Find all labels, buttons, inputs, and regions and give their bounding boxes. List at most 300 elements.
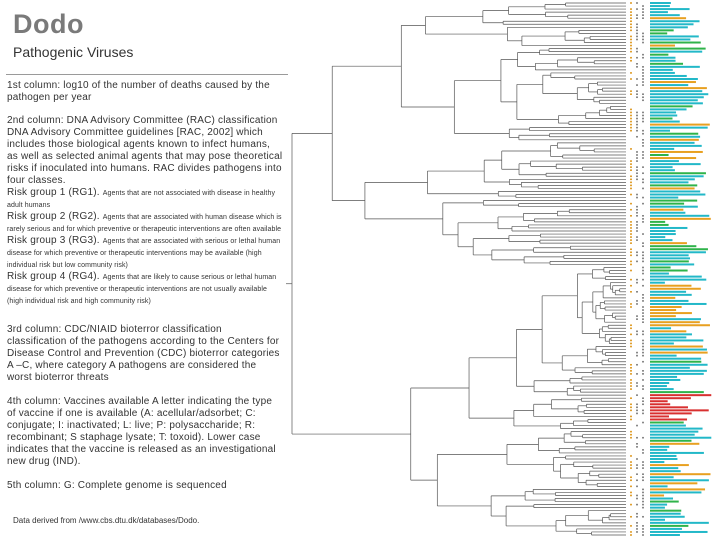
leaf-label bbox=[650, 45, 675, 47]
leaf-annotation-mark bbox=[630, 495, 632, 497]
leaf-annotation-mark bbox=[630, 410, 632, 412]
leaf-label bbox=[650, 48, 706, 50]
leaf-annotation-mark bbox=[630, 248, 632, 250]
leaf-annotation-mark bbox=[630, 115, 632, 117]
leaf-label bbox=[650, 498, 673, 500]
leaf-label bbox=[650, 321, 700, 323]
risk-group-4 bbox=[7, 271, 283, 307]
leaf-annotation-mark bbox=[630, 455, 632, 457]
leaf-label bbox=[650, 254, 689, 256]
leaf-annotation-mark bbox=[630, 194, 632, 196]
leaf-annotation-mark bbox=[636, 458, 638, 460]
leaf-annotation-mark bbox=[636, 30, 638, 32]
leaf-annotation-mark bbox=[636, 227, 638, 229]
leaf-annotation-mark bbox=[630, 78, 632, 80]
leaf-annotation-mark bbox=[642, 476, 644, 478]
leaf-label bbox=[650, 206, 698, 208]
leaf-annotation-mark bbox=[630, 285, 632, 287]
leaf-label bbox=[650, 102, 703, 104]
leaf-annotation-mark bbox=[642, 179, 644, 181]
leaf-label bbox=[650, 124, 710, 126]
leaf-annotation-mark bbox=[642, 403, 644, 405]
leaf-label bbox=[650, 169, 675, 171]
leaf-annotation-mark bbox=[630, 373, 632, 375]
leaf-annotation-mark bbox=[630, 525, 632, 527]
source-note: Data derived from /www.cbs.dtu.dk/databases/Dodo. bbox=[13, 516, 200, 525]
leaf-annotation-mark bbox=[636, 63, 638, 65]
risk-group-1-name: Risk group 1 (RG1). bbox=[7, 187, 100, 198]
leaf-label bbox=[650, 485, 668, 487]
leaf-annotation-mark bbox=[642, 121, 644, 123]
leaf-annotation-mark bbox=[642, 294, 644, 296]
leaf-label bbox=[650, 133, 698, 135]
leaf-annotation-mark bbox=[630, 264, 632, 266]
leaf-label bbox=[650, 434, 695, 436]
leaf-label bbox=[650, 412, 692, 414]
leaf-label bbox=[650, 382, 669, 384]
phylogenetic-tree bbox=[286, 0, 626, 540]
leaf-annotation-mark bbox=[642, 57, 644, 59]
leaf-label bbox=[650, 388, 674, 390]
leaf-label bbox=[650, 11, 668, 13]
leaf-label bbox=[650, 114, 677, 116]
leaf-annotation-mark bbox=[630, 504, 632, 506]
leaf-label bbox=[650, 23, 694, 25]
leaf-label bbox=[650, 218, 711, 220]
leaf-annotation-mark bbox=[642, 534, 644, 536]
leaf-annotation-mark bbox=[636, 403, 638, 405]
leaf-label bbox=[650, 197, 678, 199]
leaf-annotation-mark bbox=[630, 461, 632, 463]
leaf-annotation-mark bbox=[636, 33, 638, 35]
leaf-label bbox=[650, 406, 688, 408]
leaf-annotation-mark bbox=[630, 215, 632, 217]
leaf-annotation-mark bbox=[642, 154, 644, 156]
leaf-annotation-mark bbox=[642, 489, 644, 491]
leaf-label bbox=[650, 203, 684, 205]
leaf-label bbox=[650, 139, 699, 141]
leaf-annotation-mark bbox=[636, 239, 638, 241]
leaf-annotation-mark bbox=[636, 197, 638, 199]
leaf-annotation-mark bbox=[630, 419, 632, 421]
leaf-annotation-mark bbox=[642, 507, 644, 509]
column4-description: 4th column: Vaccines available A letter indicating the type of vaccine if one is available (A: acellular/adsorbet; C: conjugate; I: inactivated; L: live; P: polysaccharide; R: recombinant; S staphage lysate; T: toxoid). Lower case indicates that the vaccine is released as an investigational new drug (IND). bbox=[7, 396, 276, 467]
leaf-label bbox=[650, 212, 685, 214]
leaf-annotation-mark bbox=[642, 197, 644, 199]
leaf-annotation-mark bbox=[642, 267, 644, 269]
leaf-annotation-mark bbox=[636, 39, 638, 41]
leaf-annotation-mark bbox=[630, 30, 632, 32]
leaf-label bbox=[650, 440, 691, 442]
leaf-label bbox=[650, 318, 701, 320]
leaf-label bbox=[650, 516, 685, 518]
leaf-label bbox=[650, 282, 665, 284]
column2-heading: 2nd column: DNA Advisory Committee (RAC) classification bbox=[7, 115, 278, 126]
leaf-annotation-mark bbox=[642, 258, 644, 260]
leaf-label bbox=[650, 306, 682, 308]
leaf-annotation-mark bbox=[642, 142, 644, 144]
leaf-annotation-mark bbox=[642, 39, 644, 41]
leaf-annotation-mark bbox=[636, 230, 638, 232]
leaf-annotation-mark bbox=[636, 464, 638, 466]
leaf-label bbox=[650, 78, 698, 80]
leaf-annotation-mark bbox=[630, 42, 632, 44]
leaf-annotation-mark bbox=[636, 96, 638, 98]
leaf-annotation-mark bbox=[642, 157, 644, 159]
leaf-annotation-mark bbox=[642, 242, 644, 244]
leaf-label bbox=[650, 501, 679, 503]
leaf-label bbox=[650, 452, 704, 454]
leaf-annotation-mark bbox=[630, 93, 632, 95]
leaf-label bbox=[650, 488, 705, 490]
column2-text: DNA Advisory Committee guidelines [RAC, 2002] which includes those biological agents known to infect humans, as well as selected animal agents that may pose theoretical risks if inoculated into humans. RAC divides pathogens into four classes. bbox=[7, 127, 283, 186]
leaf-annotation-mark bbox=[642, 66, 644, 68]
leaf-annotation-mark bbox=[642, 72, 644, 74]
leaf-annotation-mark bbox=[630, 464, 632, 466]
leaf-annotation-mark bbox=[630, 163, 632, 165]
leaf-label bbox=[650, 93, 708, 95]
leaf-label bbox=[650, 449, 667, 451]
leaf-annotation-mark bbox=[636, 407, 638, 409]
leaf-label bbox=[650, 522, 709, 524]
leaf-annotation-mark bbox=[636, 157, 638, 159]
leaf-annotation-mark bbox=[642, 531, 644, 533]
leaf-annotation-mark bbox=[642, 492, 644, 494]
leaf-label bbox=[650, 294, 692, 296]
leaf-annotation-mark bbox=[636, 209, 638, 211]
leaf-label bbox=[650, 63, 683, 65]
leaf-annotation-mark bbox=[630, 534, 632, 536]
leaf-annotation-mark bbox=[630, 388, 632, 390]
leaf-label bbox=[650, 251, 706, 253]
leaf-label bbox=[650, 266, 671, 268]
leaf-annotation-mark bbox=[642, 75, 644, 77]
leaf-annotation-mark bbox=[636, 364, 638, 366]
leaf-annotation-mark bbox=[630, 434, 632, 436]
leaf-annotation-mark bbox=[636, 124, 638, 126]
leaf-label bbox=[650, 352, 708, 354]
leaf-annotation-mark bbox=[636, 516, 638, 518]
leaf-annotation-mark bbox=[636, 300, 638, 302]
leaf-label bbox=[650, 233, 676, 235]
leaf-annotation-mark bbox=[642, 245, 644, 247]
leaf-annotation-mark bbox=[642, 11, 644, 13]
leaf-annotation-mark bbox=[630, 261, 632, 263]
leaf-annotation-mark bbox=[636, 334, 638, 336]
leaf-label bbox=[650, 54, 668, 56]
leaf-label bbox=[650, 373, 704, 375]
leaf-annotation-mark bbox=[630, 160, 632, 162]
leaf-label bbox=[650, 236, 665, 238]
leaf-annotation-mark bbox=[636, 394, 638, 396]
leaf-annotation-mark bbox=[642, 5, 644, 7]
leaf-label bbox=[650, 394, 711, 396]
leaf-annotation-mark bbox=[636, 525, 638, 527]
leaf-label bbox=[650, 151, 703, 153]
leaf-annotation-mark bbox=[636, 169, 638, 171]
leaf-label bbox=[650, 160, 679, 162]
leaf-annotation-mark bbox=[630, 492, 632, 494]
leaf-label bbox=[650, 519, 665, 521]
leaf-annotation-mark bbox=[636, 251, 638, 253]
leaf-label bbox=[650, 385, 667, 387]
leaf-label bbox=[650, 315, 676, 317]
leaf-annotation-mark bbox=[642, 182, 644, 184]
leaf-annotation-mark bbox=[630, 72, 632, 74]
leaf-annotation-mark bbox=[642, 251, 644, 253]
leaf-annotation-mark bbox=[642, 318, 644, 320]
leaf-label bbox=[650, 428, 703, 430]
leaf-annotation-mark bbox=[642, 361, 644, 363]
leaf-annotation-mark bbox=[636, 175, 638, 177]
leaf-label bbox=[650, 300, 688, 302]
leaf-label bbox=[650, 437, 711, 439]
column1-description: 1st column: log10 of the number of deaths caused by the pathogen per year bbox=[7, 80, 270, 103]
leaf-annotation-mark bbox=[636, 425, 638, 427]
leaf-annotation-mark bbox=[630, 251, 632, 253]
leaf-annotation-mark bbox=[642, 273, 644, 275]
leaf-annotation-mark bbox=[636, 206, 638, 208]
leaf-label bbox=[650, 99, 698, 101]
leaf-annotation-mark bbox=[630, 367, 632, 369]
leaf-annotation-mark bbox=[630, 476, 632, 478]
leaf-label bbox=[650, 425, 686, 427]
leaf-label bbox=[650, 291, 686, 293]
leaf-annotation-mark bbox=[630, 255, 632, 257]
leaf-annotation-mark bbox=[642, 112, 644, 114]
leaf-label bbox=[650, 75, 687, 77]
leaf-annotation-mark bbox=[642, 99, 644, 101]
leaf-annotation-mark bbox=[630, 239, 632, 241]
leaf-label bbox=[650, 409, 709, 411]
risk-group-1-text: Agents that are not associated with disease in healthy adult humans bbox=[7, 190, 276, 209]
leaf-annotation-mark bbox=[642, 93, 644, 95]
leaf-annotation-mark bbox=[630, 233, 632, 235]
leaf-label bbox=[650, 422, 684, 424]
leaf-annotation-mark bbox=[642, 118, 644, 120]
leaf-label bbox=[650, 57, 675, 59]
column2-description bbox=[7, 115, 283, 307]
leaf-annotation-mark bbox=[630, 364, 632, 366]
leaf-annotation-mark bbox=[636, 282, 638, 284]
leaf-label bbox=[650, 418, 687, 420]
leaf-label bbox=[650, 215, 709, 217]
leaf-annotation-mark bbox=[642, 479, 644, 481]
leaf-annotation-mark bbox=[636, 528, 638, 530]
leaf-label bbox=[650, 534, 680, 536]
leaf-label bbox=[650, 148, 674, 150]
leaf-annotation-mark bbox=[630, 148, 632, 150]
leaf-annotation-mark bbox=[630, 531, 632, 533]
leaf-annotation-mark bbox=[642, 84, 644, 86]
leaf-annotation-mark bbox=[642, 33, 644, 35]
leaf-annotation-mark bbox=[642, 355, 644, 357]
leaf-label bbox=[650, 111, 676, 113]
leaf-label bbox=[650, 242, 687, 244]
leaf-annotation-columns bbox=[626, 0, 720, 540]
leaf-label bbox=[650, 525, 688, 527]
leaf-label bbox=[650, 60, 676, 62]
leaf-label bbox=[650, 491, 701, 493]
leaf-label bbox=[650, 479, 709, 481]
leaf-annotation-mark bbox=[630, 188, 632, 190]
leaf-label bbox=[650, 285, 691, 287]
leaf-annotation-mark bbox=[636, 495, 638, 497]
risk-group-3 bbox=[7, 235, 283, 271]
leaf-annotation-mark bbox=[642, 96, 644, 98]
leaf-label bbox=[650, 367, 690, 369]
leaf-annotation-mark bbox=[636, 261, 638, 263]
leaf-annotation-mark bbox=[642, 473, 644, 475]
leaf-label bbox=[650, 42, 701, 44]
leaf-label bbox=[650, 403, 670, 405]
leaf-label bbox=[650, 361, 701, 363]
page-title: Dodo bbox=[13, 9, 84, 39]
leaf-annotation-mark bbox=[642, 151, 644, 153]
leaf-annotation-mark bbox=[642, 166, 644, 168]
leaf-label bbox=[650, 81, 696, 83]
leaf-label bbox=[650, 136, 700, 138]
leaf-annotation-mark bbox=[630, 124, 632, 126]
leaf-label bbox=[650, 257, 690, 259]
leaf-annotation-mark bbox=[630, 467, 632, 469]
leaf-label bbox=[650, 72, 675, 74]
leaf-annotation-mark bbox=[630, 23, 632, 25]
leaf-annotation-mark bbox=[636, 154, 638, 156]
column3-description: 3rd column: CDC/NIAID bioterror classification classification of the pathogens according to the Centers for Disease Control and Prevention (CDC) bioterror categories A –C, where category A pathogens are considered the worst bioterror threats bbox=[7, 324, 280, 383]
title-divider bbox=[6, 74, 288, 75]
leaf-label bbox=[650, 461, 664, 463]
leaf-annotation-mark bbox=[630, 306, 632, 308]
leaf-annotation-mark bbox=[630, 227, 632, 229]
leaf-label bbox=[650, 336, 686, 338]
leaf-annotation-mark bbox=[636, 446, 638, 448]
leaf-label bbox=[650, 127, 708, 129]
leaf-label bbox=[650, 29, 674, 31]
leaf-label bbox=[650, 391, 704, 393]
column5-description: 5th column: G: Complete genome is sequenced bbox=[7, 480, 227, 491]
leaf-label bbox=[650, 84, 688, 86]
leaf-label bbox=[650, 397, 691, 399]
leaf-annotation-mark bbox=[630, 175, 632, 177]
leaf-annotation-mark bbox=[642, 36, 644, 38]
leaf-annotation-mark bbox=[642, 467, 644, 469]
leaf-annotation-mark bbox=[630, 340, 632, 342]
leaf-label bbox=[650, 467, 678, 469]
leaf-annotation-mark bbox=[642, 17, 644, 19]
leaf-annotation-mark bbox=[630, 166, 632, 168]
leaf-annotation-mark bbox=[636, 498, 638, 500]
leaf-annotation-mark bbox=[636, 303, 638, 305]
leaf-label bbox=[650, 35, 699, 37]
leaf-annotation-mark bbox=[642, 373, 644, 375]
leaf-annotation-mark bbox=[630, 185, 632, 187]
leaf-label bbox=[650, 2, 671, 4]
leaf-annotation-mark bbox=[636, 78, 638, 80]
leaf-label bbox=[650, 273, 669, 275]
leaf-annotation-mark bbox=[642, 255, 644, 257]
leaf-annotation-mark bbox=[636, 221, 638, 223]
leaf-annotation-mark bbox=[630, 2, 632, 4]
leaf-label bbox=[650, 96, 704, 98]
leaf-annotation-mark bbox=[636, 23, 638, 25]
leaf-annotation-mark bbox=[630, 370, 632, 372]
leaf-label bbox=[650, 510, 681, 512]
leaf-label bbox=[650, 245, 696, 247]
leaf-annotation-mark bbox=[630, 57, 632, 59]
leaf-annotation-mark bbox=[642, 385, 644, 387]
leaf-label bbox=[650, 513, 681, 515]
leaf-annotation-mark bbox=[642, 331, 644, 333]
leaf-label bbox=[650, 455, 676, 457]
leaf-annotation-mark bbox=[630, 130, 632, 132]
leaf-label bbox=[650, 17, 686, 19]
leaf-label bbox=[650, 263, 694, 265]
leaf-annotation-mark bbox=[636, 291, 638, 293]
leaf-annotation-mark bbox=[630, 203, 632, 205]
leaf-annotation-mark bbox=[630, 270, 632, 272]
leaf-annotation-mark bbox=[636, 27, 638, 29]
risk-group-3-text: Agents that are associated with serious or lethal human disease for which preventive or therapeutic interventions may be available (high individual risk but low community risk) bbox=[7, 238, 281, 269]
leaf-label bbox=[650, 221, 665, 223]
leaf-label bbox=[650, 370, 707, 372]
leaf-annotation-mark bbox=[636, 136, 638, 138]
leaf-annotation-mark bbox=[642, 261, 644, 263]
leaf-annotation-mark bbox=[642, 69, 644, 71]
leaf-annotation-mark bbox=[642, 172, 644, 174]
leaf-label bbox=[650, 531, 708, 533]
risk-group-1 bbox=[7, 187, 283, 211]
leaf-label bbox=[650, 66, 700, 68]
leaf-annotation-mark bbox=[642, 498, 644, 500]
leaf-annotation-mark bbox=[636, 315, 638, 317]
leaf-annotation-mark bbox=[642, 343, 644, 345]
leaf-annotation-mark bbox=[636, 2, 638, 4]
leaf-annotation-mark bbox=[636, 84, 638, 86]
leaf-annotation-mark bbox=[636, 279, 638, 281]
leaf-annotation-mark bbox=[642, 81, 644, 83]
leaf-label bbox=[650, 312, 692, 314]
leaf-annotation-mark bbox=[642, 215, 644, 217]
leaf-annotation-mark bbox=[642, 422, 644, 424]
leaf-label bbox=[650, 349, 707, 351]
leaf-annotation-mark bbox=[636, 51, 638, 53]
leaf-annotation-mark bbox=[630, 479, 632, 481]
leaf-annotation-mark bbox=[630, 27, 632, 29]
leaf-annotation-mark bbox=[642, 379, 644, 381]
leaf-annotation-mark bbox=[630, 242, 632, 244]
leaf-label bbox=[650, 230, 676, 232]
leaf-annotation-mark bbox=[630, 121, 632, 123]
leaf-annotation-mark bbox=[642, 130, 644, 132]
leaf-label bbox=[650, 327, 671, 329]
leaf-annotation-mark bbox=[630, 51, 632, 53]
leaf-label bbox=[650, 431, 698, 433]
leaf-annotation-mark bbox=[642, 349, 644, 351]
leaf-annotation-mark bbox=[636, 522, 638, 524]
leaf-annotation-mark bbox=[636, 48, 638, 50]
leaf-annotation-mark bbox=[630, 36, 632, 38]
leaf-annotation-mark bbox=[636, 194, 638, 196]
leaf-annotation-mark bbox=[642, 516, 644, 518]
leaf-label bbox=[650, 200, 697, 202]
leaf-annotation-mark bbox=[636, 373, 638, 375]
leaf-label bbox=[650, 224, 669, 226]
leaf-annotation-mark bbox=[636, 66, 638, 68]
leaf-label bbox=[650, 333, 692, 335]
leaf-annotation-mark bbox=[636, 112, 638, 114]
leaf-annotation-mark bbox=[630, 182, 632, 184]
